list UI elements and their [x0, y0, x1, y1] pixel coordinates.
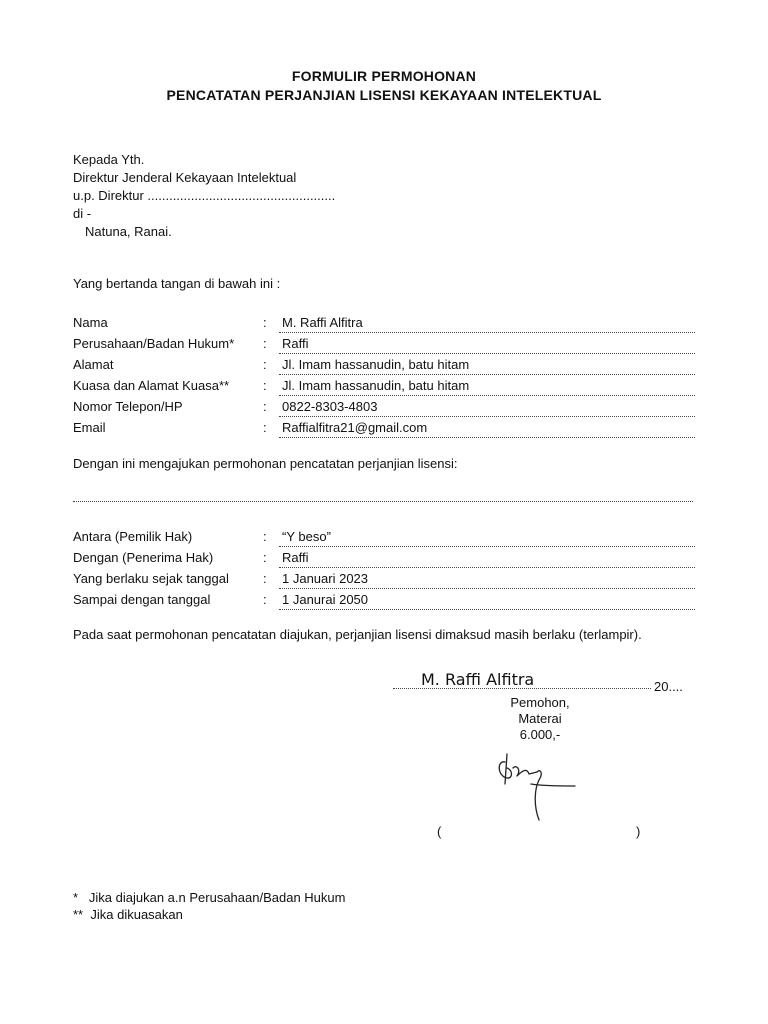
- field-colon: :: [263, 420, 267, 435]
- field-value: 1 Janurai 2050: [279, 590, 695, 610]
- addressee-recipient: Direktur Jenderal Kekayaan Intelektual: [73, 170, 297, 185]
- field-value: Raffi: [279, 334, 695, 354]
- signature-close-paren: ): [636, 824, 641, 839]
- footnote-1: [73, 890, 345, 905]
- field-value: Raffi: [279, 548, 695, 568]
- footnote-text: Jika dikuasakan: [90, 907, 183, 922]
- field-label: Antara (Pemilik Hak): [73, 529, 193, 544]
- addressee-greeting: Kepada Yth.: [73, 152, 145, 167]
- field-row-telepon: [73, 397, 695, 418]
- request-statement: Dengan ini mengajukan permohonan pencatatan perjanjian lisensi:: [73, 456, 458, 471]
- date-dotted-line: [393, 688, 651, 689]
- field-value: Raffialfitra21@gmail.com: [279, 418, 695, 438]
- form-title: FORMULIR PERMOHONAN: [291, 68, 477, 84]
- field-row-pemilik-hak: [73, 527, 695, 548]
- field-row-penerima-hak: [73, 548, 695, 569]
- field-value: M. Raffi Alfitra: [279, 313, 695, 333]
- field-value: 1 Januari 2023: [279, 569, 695, 589]
- footnote-2: [73, 907, 183, 922]
- field-row-kuasa: [73, 376, 695, 397]
- field-colon: :: [263, 529, 267, 544]
- form-subtitle: PENCATATAN PERJANJIAN LISENSI KEKAYAAN INTELEKTUAL: [166, 87, 602, 103]
- field-row-berlaku-sejak: [73, 569, 695, 590]
- handwritten-signature: [483, 744, 583, 824]
- stamp-value: 6.000,-: [519, 727, 561, 742]
- field-label: Yang berlaku sejak tanggal: [73, 571, 229, 586]
- footnote-mark: *: [73, 890, 79, 905]
- field-colon: :: [263, 336, 267, 351]
- addressee-location: Natuna, Ranai.: [85, 224, 172, 239]
- signer-name: M. Raffi Alfitra: [421, 670, 535, 689]
- intro-text: Yang bertanda tangan di bawah ini :: [73, 276, 281, 291]
- field-value: Jl. Imam hassanudin, batu hitam: [279, 376, 695, 396]
- field-colon: :: [263, 378, 267, 393]
- field-row-nama: [73, 313, 695, 334]
- stamp-label: Materai: [518, 711, 562, 726]
- field-row-email: [73, 418, 695, 439]
- field-row-alamat: [73, 355, 695, 376]
- addressee-at: di -: [73, 206, 92, 221]
- field-value: Jl. Imam hassanudin, batu hitam: [279, 355, 695, 375]
- field-colon: :: [263, 315, 267, 330]
- field-value: “Y beso”: [279, 527, 695, 547]
- field-label: Nama: [73, 315, 108, 330]
- field-label: Email: [73, 420, 106, 435]
- field-colon: :: [263, 550, 267, 565]
- field-label: Kuasa dan Alamat Kuasa**: [73, 378, 230, 393]
- signature-open-paren: (: [437, 824, 442, 839]
- field-label: Perusahaan/Badan Hukum*: [73, 336, 235, 351]
- field-label: Dengan (Penerima Hak): [73, 550, 214, 565]
- signer-role: Pemohon,: [510, 695, 570, 710]
- footnote-text: Jika diajukan a.n Perusahaan/Badan Hukum: [88, 890, 346, 905]
- field-colon: :: [263, 399, 267, 414]
- field-label: Nomor Telepon/HP: [73, 399, 183, 414]
- field-label: Alamat: [73, 357, 114, 372]
- field-row-perusahaan: [73, 334, 695, 355]
- footnote-mark: **: [73, 907, 84, 922]
- date-suffix: 20....: [654, 679, 683, 694]
- field-label: Sampai dengan tanggal: [73, 592, 211, 607]
- field-row-sampai: [73, 590, 695, 611]
- field-colon: :: [263, 357, 267, 372]
- addressee-attention: u.p. Direktur ....................................................: [73, 188, 336, 203]
- closing-statement: Pada saat permohonan pencatatan diajukan, perjanjian lisensi dimaksud masih berlaku (terlampir).: [73, 627, 642, 642]
- field-value: 0822-8303-4803: [279, 397, 695, 417]
- field-colon: :: [263, 571, 267, 586]
- agreement-title-line: [73, 491, 693, 502]
- field-colon: :: [263, 592, 267, 607]
